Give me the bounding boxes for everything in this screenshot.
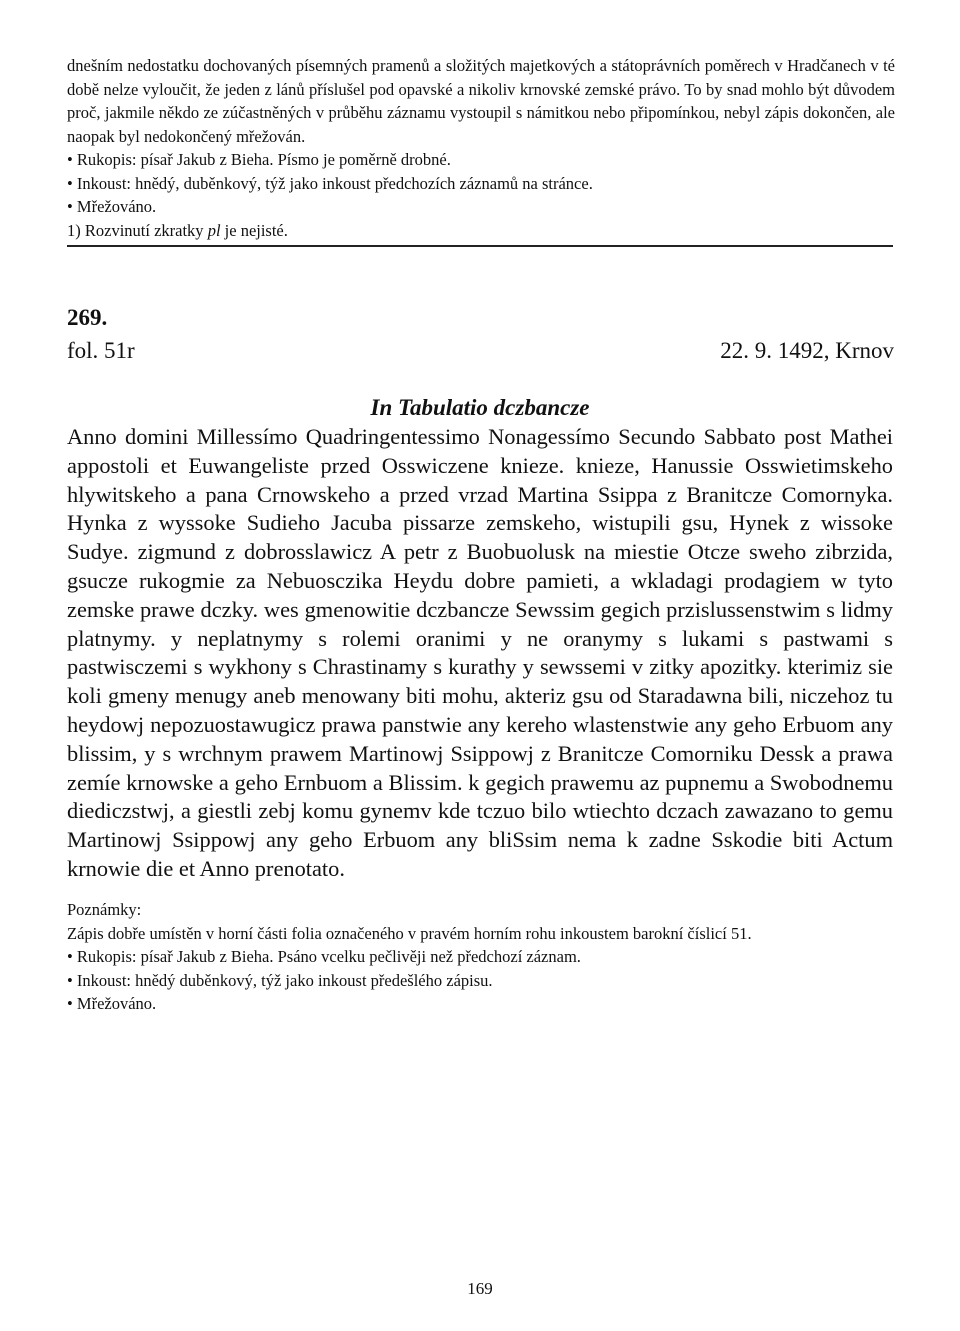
- notes-label: Poznámky:: [67, 900, 142, 919]
- page-number: 169: [467, 1279, 493, 1298]
- notes-line: • Inkoust: hnědý duběnkový, týž jako inkoust předešlého zápisu.: [67, 970, 493, 990]
- footnote-suffix: je nejisté.: [220, 220, 288, 240]
- entry-number: 269.: [67, 305, 108, 330]
- entry-date-place: 22. 9. 1492, Krnov: [720, 338, 894, 363]
- previous-notes-paragraph: dnešním nedostatku dochovaných písemných pramenů a složitých majetkových a státoprávních poměrech v Hradčanech v té době nelze vyloučit, že jeden z lánů příslušel pod opavské a nikoliv krnovské zemské právo. To by snad mohlo být důvodem proč, jakmile někdo ze zúčastněných v průběhu záznamu vystoupil s námitkou nebo připomínkou, nebyl zápis dokončen, ale naopak byl nedokončený mřežován.: [67, 56, 895, 146]
- previous-notes-bullet: • Rukopis: písař Jakub z Bieha. Písmo je poměrně drobné.: [67, 150, 451, 169]
- section-divider: [67, 245, 893, 247]
- notes-line: • Mřežováno.: [67, 994, 157, 1013]
- footnote-abbreviation: pl: [207, 220, 221, 240]
- notes-line: • Rukopis: písař Jakub z Bieha. Psáno vcelku pečlivěji než předchozí záznam.: [67, 947, 581, 966]
- entry-heading: In Tabulatio dczbancze: [370, 395, 590, 420]
- footnote-prefix: 1) Rozvinutí zkratky: [67, 220, 208, 240]
- previous-entry-notes: [67, 54, 895, 242]
- entry-notes: [67, 898, 895, 1016]
- previous-notes-bullet: • Mřežováno.: [67, 197, 157, 216]
- previous-notes-bullet: • Inkoust: hnědý, duběnkový, týž jako inkoust předchozích záznamů na stránce.: [67, 173, 593, 193]
- previous-notes-footnote: [67, 219, 895, 243]
- entry-text: Anno domini Millessímo Quadringentessimo Nonagessímo Secundo Sabbato post Mathei appostoli et Euwangeliste przed Osswiczene knieze. knieze, Hanussie Osswietimskeho hlywitskeho a pana Crnowskeho a przed vrzad Martina Ssippa z Branitcze Comornyka. Hynka z wyssoke Sudieho Jacuba pissarze zemskeho, wistupili gsu, Hynek z wissoke Sudye. zigmund z dobrosslawicz A petr z Buobuolusk na miestie Otcze sweho zibrzida, gsucze rukogmie za Nebuosczika Heydu dobre pamieti, a wkladagi prodagiem w tyto zemske prawe dczky. wes gmenowitie dczbancze Sewssim gegich przislussenstwim s lidmy platnymy. y neplatnymy s rolemi oranimi y ne oranymy s lukami s pastwami s pastwisczemi s wykhony s Chrastinamy s kurathy y sewssemi v zitky apozitky. kterimiz sie koli gmeny menugy aneb menowany biti mohu, akteriz gsu od Staradawna bili, niczehoz tu heydowj nepozuostawugicz prawa panstwie any kereho wlastenstwie any geho Erbuom any blissim, y s wrchnym prawem Martinowj Ssippowj z Branitcze Comorniku Dessk a prawa zemíe krnowske a geho Ernbuom a Blissim. k gegich prawemu az pupnemu a Swobodnemu diediczstwj, a giestli zebj komu gynemv kde tczuo bilo wtiechto dczach zawazano to gemu Martinowj Ssippowj any geho Erbuom any bliSsim nema k zadne Sskodie biti Actum krnowie die et Anno prenotato.: [67, 424, 893, 881]
- notes-line: Zápis dobře umístěn v horní části folia označeného v pravém horním rohu inkoustem barokní číslicí 51.: [67, 923, 752, 943]
- folio-reference: fol. 51r: [67, 338, 135, 363]
